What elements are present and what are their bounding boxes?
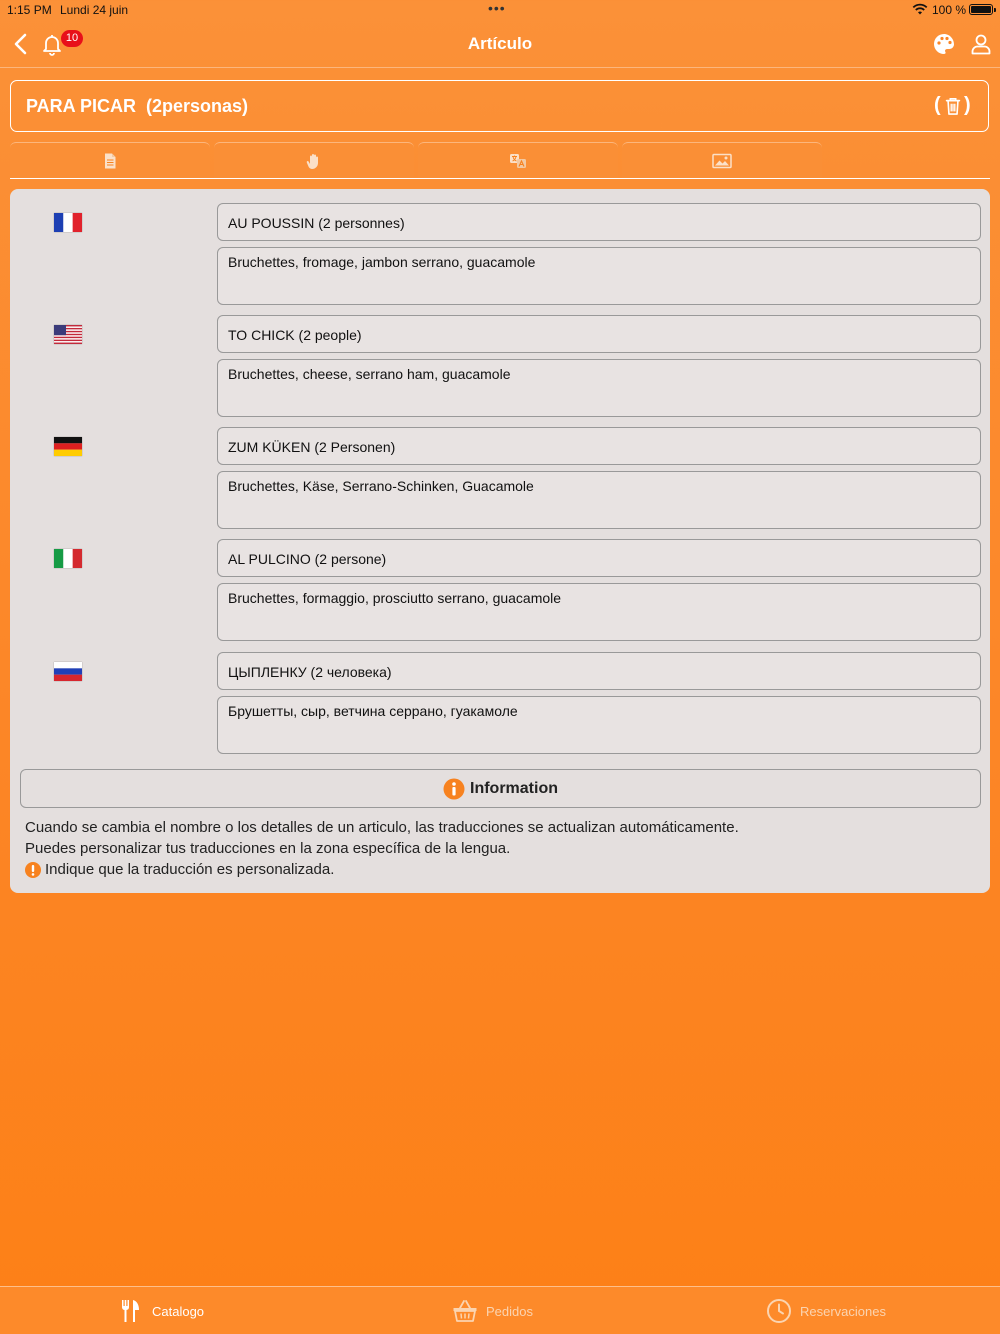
tab-bar-catalog[interactable]: [118, 1287, 204, 1334]
translations-panel: [10, 189, 990, 893]
information-line-3-row: [25, 859, 739, 880]
article-header: [10, 80, 989, 132]
translation-description-it[interactable]: Bruchettes, formaggio, prosciutto serrano, guacamole: [217, 583, 981, 641]
flag-france-icon: [54, 213, 82, 232]
tab-bar-orders-label: Pedidos: [486, 1303, 533, 1319]
wifi-icon: [912, 2, 928, 16]
translation-title-fr[interactable]: AU POUSSIN (2 personnes): [217, 203, 981, 241]
tab-allergens[interactable]: [214, 142, 414, 178]
translation-description-fr[interactable]: Bruchettes, fromage, jambon serrano, guacamole: [217, 247, 981, 305]
exclamation-icon: [25, 862, 41, 878]
user-icon[interactable]: [969, 32, 993, 56]
translation-title-ru[interactable]: ЦЫПЛЕНКУ (2 человека): [217, 652, 981, 690]
flag-usa-icon: [54, 325, 82, 344]
tab-bar-reservations[interactable]: [766, 1287, 886, 1334]
status-time: 1:15 PM: [7, 3, 52, 17]
information-line-2: Puedes personalizar tus traducciones en la zona específica de la lengua.: [25, 840, 511, 857]
translation-title-it[interactable]: AL PULCINO (2 persone): [217, 539, 981, 577]
information-text: [25, 817, 739, 880]
image-icon: [712, 152, 732, 170]
tab-bar-orders[interactable]: [452, 1287, 533, 1334]
fork-knife-icon: [118, 1298, 144, 1324]
information-title: Information: [470, 779, 558, 797]
multitask-dots[interactable]: •••: [488, 0, 506, 16]
trash-icon: [944, 96, 962, 116]
translation-description-en[interactable]: Bruchettes, cheese, serrano ham, guacamole: [217, 359, 981, 417]
tab-bar-catalog-label: Catalogo: [152, 1303, 205, 1319]
flag-russia-icon: [54, 662, 82, 681]
section-tabs: [10, 142, 990, 179]
article-name[interactable]: PARA PICAR (2personas): [26, 96, 249, 116]
tab-translations[interactable]: [418, 142, 618, 178]
info-icon: [443, 778, 465, 800]
information-line-3: Indique que la traducción es personalizada.: [45, 861, 335, 878]
palette-icon[interactable]: [932, 32, 956, 56]
flag-italy-icon: [54, 549, 82, 568]
flag-germany-icon: [54, 437, 82, 456]
translation-title-en[interactable]: TO CHICK (2 people): [217, 315, 981, 353]
notification-badge: 10: [61, 30, 83, 47]
information-line-1: Cuando se cambia el nombre o los detalles de un articulo, las traducciones se actualizan automáticamente.: [25, 819, 739, 836]
tab-image[interactable]: [622, 142, 822, 178]
page-title: Artículo: [467, 34, 533, 53]
tab-details[interactable]: [10, 142, 210, 178]
clock-icon: [766, 1298, 792, 1324]
battery-icon: [969, 4, 993, 15]
delete-paren-open: (: [934, 94, 941, 116]
tab-bar-reservations-label: Reservaciones: [800, 1303, 886, 1319]
status-date: Lundi 24 juin: [60, 3, 129, 17]
basket-icon: [452, 1298, 478, 1324]
translate-icon: [509, 152, 527, 170]
bottom-tab-bar: [0, 1286, 1000, 1334]
nav-bar: [0, 20, 1000, 68]
translation-description-de[interactable]: Bruchettes, Käse, Serrano-Schinken, Guacamole: [217, 471, 981, 529]
translation-description-ru[interactable]: Брушетты, сыр, ветчина серрано, гуакамоле: [217, 696, 981, 754]
delete-paren-close: ): [964, 94, 971, 116]
battery-percentage: 100 %: [932, 3, 967, 17]
document-icon: [101, 152, 119, 170]
status-bar: [0, 0, 1000, 20]
delete-button[interactable]: [934, 93, 974, 121]
information-header: [20, 769, 981, 808]
hand-icon: [305, 152, 323, 170]
translation-title-de[interactable]: ZUM KÜKEN (2 Personen): [217, 427, 981, 465]
